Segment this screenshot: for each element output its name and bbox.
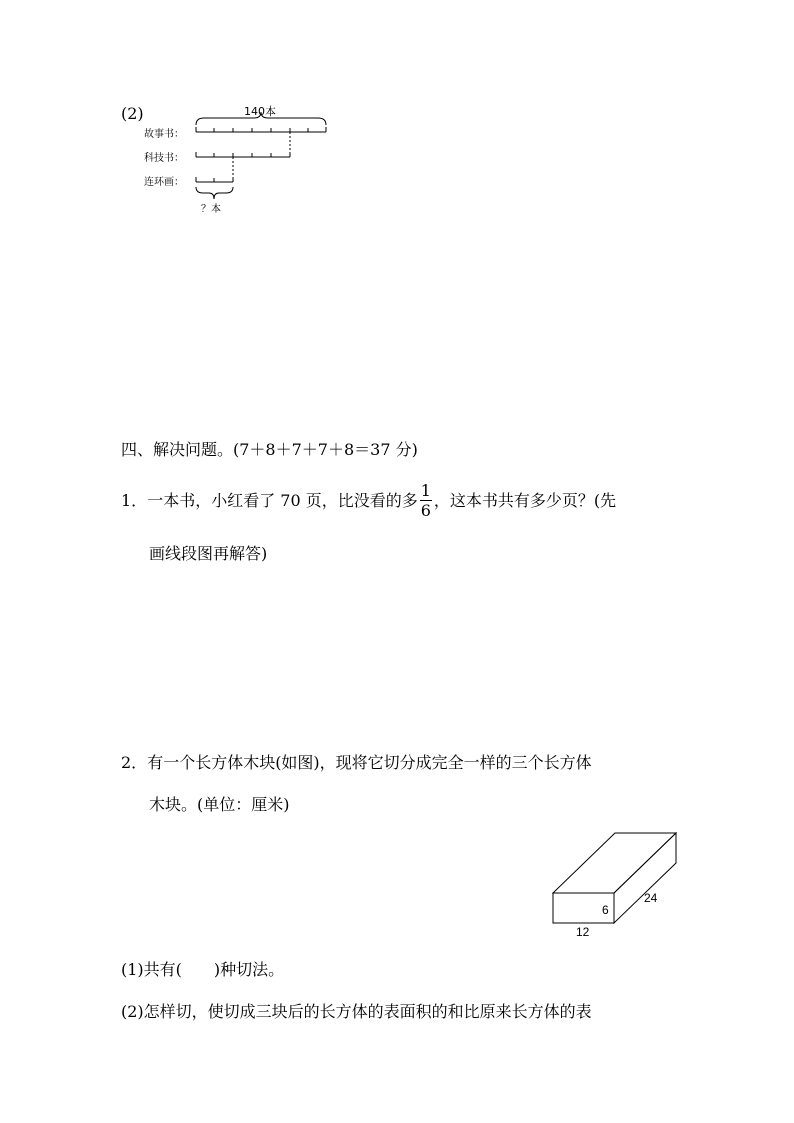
cuboid-top-face xyxy=(553,833,676,893)
row-label-story-books: 故事书： xyxy=(144,129,184,140)
section-heading: 四、解决问题。(7＋8＋7＋7＋8＝37 分) xyxy=(121,440,418,459)
part-label: (2) xyxy=(121,104,144,123)
row-label-science-books: 科技书： xyxy=(144,153,184,164)
fraction-denominator: 6 xyxy=(420,501,431,520)
question-1-line-2: 画线段图再解答) xyxy=(149,544,268,563)
question-label: ？本 xyxy=(201,204,221,215)
sub-question-2: (2)怎样切，使切成三块后的长方体的表面积的和比原来长方体的表 xyxy=(121,1002,592,1021)
sub-question-1: (1)共有( )种切法。 xyxy=(121,960,285,979)
question-2-line-2: 木块。(单位：厘米) xyxy=(149,795,290,814)
row-label-comic-books: 连环画： xyxy=(144,177,184,188)
question-2-line-1: 有一个长方体木块(如图)，现将它切分成完全一样的三个长方体 xyxy=(147,753,592,772)
question-1-text-after: ，这本书共有多少页？(先 xyxy=(433,491,617,510)
length-label: 12 xyxy=(576,925,590,939)
fraction-numerator: 1 xyxy=(420,481,431,500)
depth-label: 24 xyxy=(644,891,658,905)
question-1-number: 1． xyxy=(121,491,148,510)
height-label: 6 xyxy=(602,903,609,917)
question-2-number: 2． xyxy=(121,753,148,772)
cuboid-right-face xyxy=(614,833,676,923)
question-1-text-before: 一本书，小红看了 70 页，比没看的多 xyxy=(147,491,418,510)
total-label: 140本 xyxy=(244,105,276,118)
